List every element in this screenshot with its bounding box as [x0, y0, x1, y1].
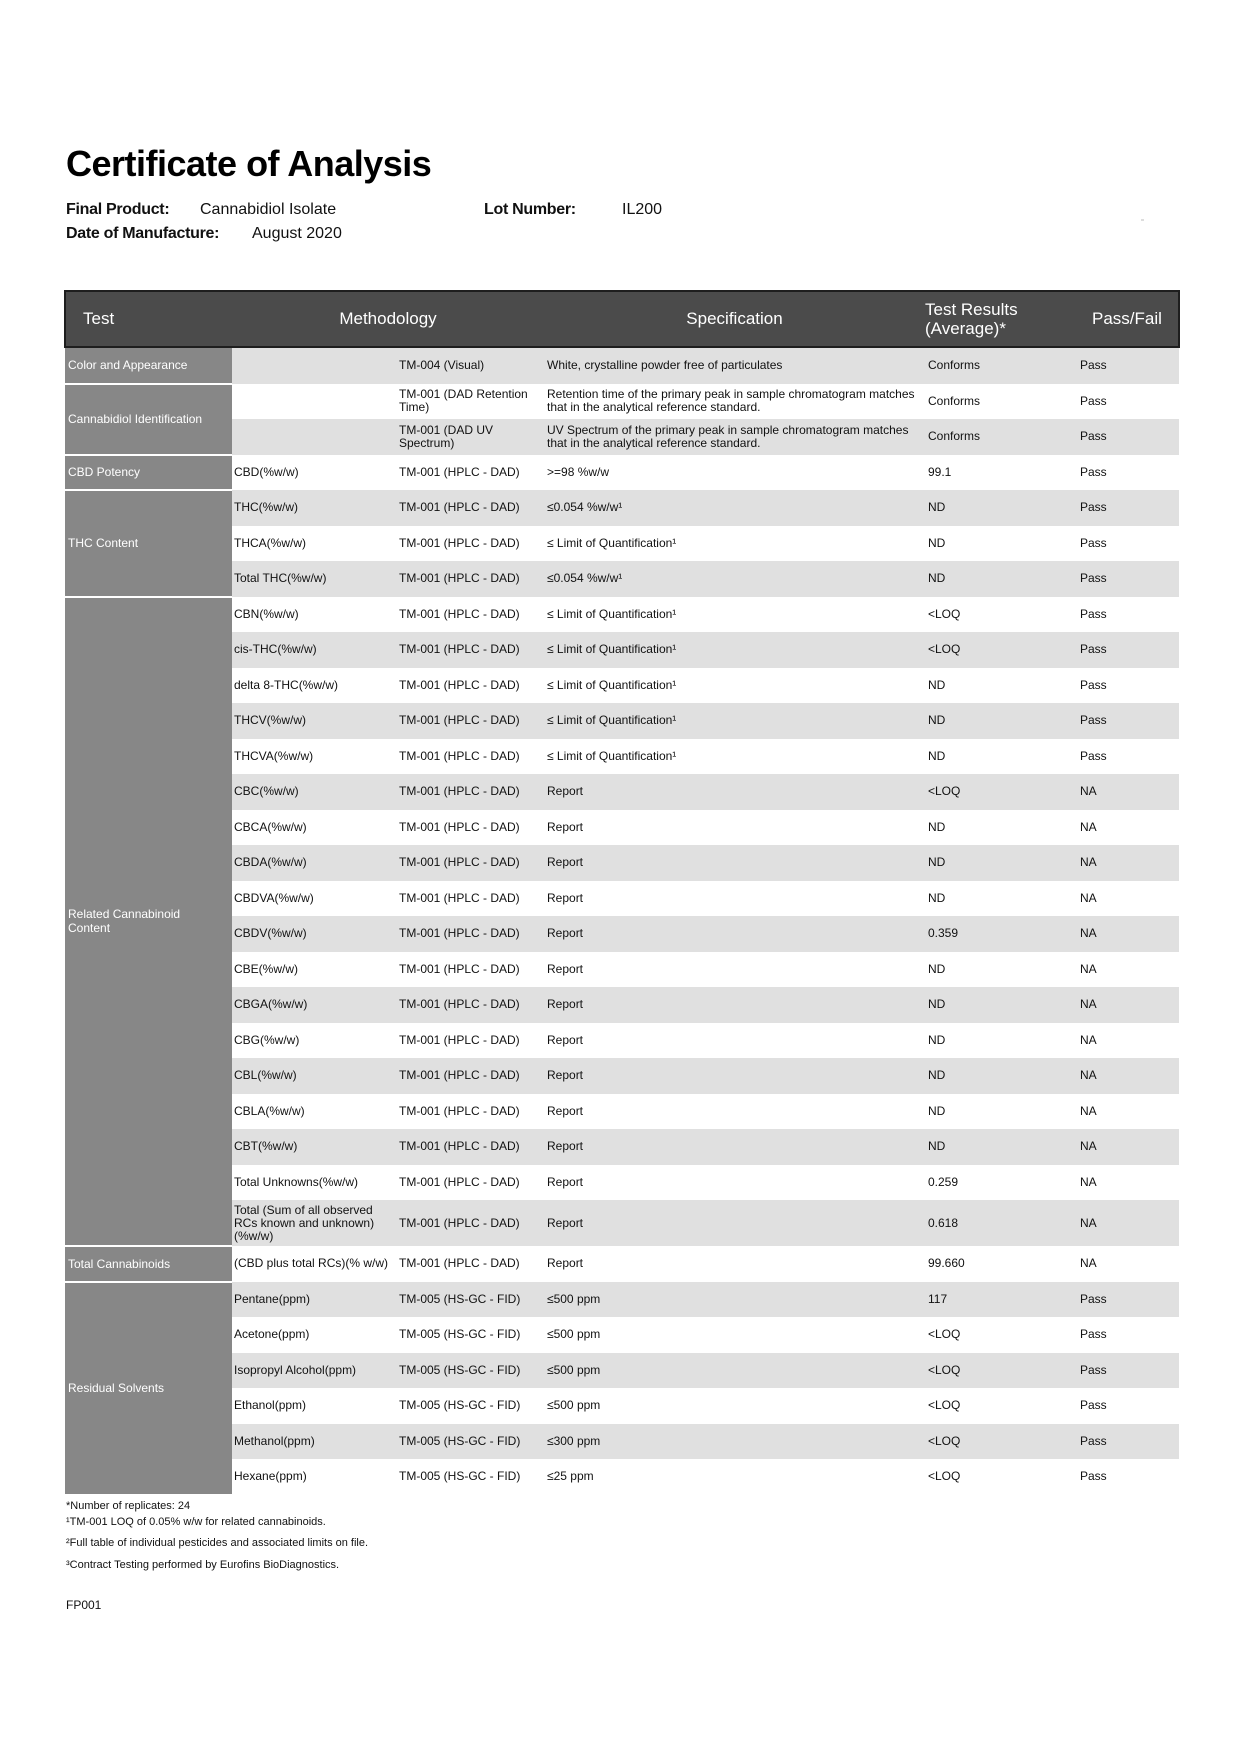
result-cell: ND	[925, 1023, 1078, 1059]
category-cbd-potency: CBD Potency	[65, 455, 232, 491]
spec-cell: Report	[544, 1165, 925, 1201]
spec-cell: ≤ Limit of Quantification¹	[544, 668, 925, 704]
test-cell: Total Unknowns(%w/w)	[232, 1165, 396, 1201]
result-cell: <LOQ	[925, 597, 1078, 633]
method-cell: TM-001 (HPLC - DAD)	[396, 490, 544, 526]
category-thc-content: THC Content	[65, 490, 232, 597]
pass-fail-cell: NA	[1078, 810, 1179, 846]
spec-cell: White, crystalline powder free of particulates	[544, 347, 925, 384]
test-cell: CBG(%w/w)	[232, 1023, 396, 1059]
spec-cell: Report	[544, 845, 925, 881]
table-row	[65, 739, 1179, 775]
final-product-value: Cannabidiol Isolate	[200, 201, 337, 218]
pass-fail-cell: Pass	[1078, 1353, 1179, 1389]
footnote-contract-testing: ³Contract Testing performed by Eurofins BioDiagnostics.	[66, 1559, 340, 1571]
result-cell: ND	[925, 845, 1078, 881]
spec-cell: ≤ Limit of Quantification¹	[544, 632, 925, 668]
table-row	[65, 419, 1179, 455]
header-row	[65, 291, 1179, 347]
table-row	[65, 1058, 1179, 1094]
method-cell: TM-001 (HPLC - DAD)	[396, 561, 544, 597]
spec-cell: ≤500 ppm	[544, 1317, 925, 1353]
footnote-loq: ¹TM-001 LOQ of 0.05% w/w for related cannabinoids.	[66, 1516, 326, 1528]
result-cell: 0.259	[925, 1165, 1078, 1201]
table-row	[65, 668, 1179, 704]
result-cell: Conforms	[925, 419, 1078, 455]
spec-cell: ≤ Limit of Quantification¹	[544, 597, 925, 633]
test-cell: CBN(%w/w)	[232, 597, 396, 633]
method-cell: TM-001 (HPLC - DAD)	[396, 668, 544, 704]
spec-cell: ≤ Limit of Quantification¹	[544, 526, 925, 562]
pass-fail-cell: NA	[1078, 1165, 1179, 1201]
pass-fail-cell: NA	[1078, 881, 1179, 917]
table-row	[65, 1200, 1179, 1246]
method-cell: TM-001 (HPLC - DAD)	[396, 881, 544, 917]
test-cell: Total THC(%w/w)	[232, 561, 396, 597]
table-row	[65, 987, 1179, 1023]
method-cell: TM-001 (HPLC - DAD)	[396, 739, 544, 775]
method-cell: TM-001 (HPLC - DAD)	[396, 845, 544, 881]
spec-cell: ≤300 ppm	[544, 1424, 925, 1460]
scan-speck	[1141, 219, 1144, 221]
result-cell: ND	[925, 1058, 1078, 1094]
pass-fail-cell: Pass	[1078, 668, 1179, 704]
pass-fail-cell: Pass	[1078, 384, 1179, 420]
header-methodology: Methodology	[232, 291, 544, 347]
test-cell: Hexane(ppm)	[232, 1459, 396, 1495]
pass-fail-cell: Pass	[1078, 1282, 1179, 1318]
date-of-manufacture-label: Date of Manufacture:	[66, 225, 220, 242]
spec-cell: Report	[544, 1023, 925, 1059]
test-cell: Isopropyl Alcohol(ppm)	[232, 1353, 396, 1389]
spec-cell: ≤0.054 %w/w¹	[544, 490, 925, 526]
method-cell: TM-001 (DAD UV Spectrum)	[396, 419, 544, 455]
method-cell: TM-001 (HPLC - DAD)	[396, 810, 544, 846]
pass-fail-cell: NA	[1078, 1200, 1179, 1246]
spec-cell: Report	[544, 916, 925, 952]
spec-cell: ≤500 ppm	[544, 1282, 925, 1318]
table-row	[65, 1317, 1179, 1353]
pass-fail-cell: Pass	[1078, 1388, 1179, 1424]
test-cell: Pentane(ppm)	[232, 1282, 396, 1318]
table-row	[65, 1023, 1179, 1059]
table-row	[65, 1353, 1179, 1389]
method-cell: TM-001 (HPLC - DAD)	[396, 952, 544, 988]
header-test: Test	[65, 291, 232, 347]
test-cell	[232, 347, 396, 384]
footnote-replicates: *Number of replicates: 24	[66, 1500, 191, 1512]
form-code: FP001	[66, 1598, 102, 1612]
test-cell: CBGA(%w/w)	[232, 987, 396, 1023]
method-cell: TM-005 (HS-GC - FID)	[396, 1388, 544, 1424]
result-cell: 0.618	[925, 1200, 1078, 1246]
date-of-manufacture-value: August 2020	[252, 225, 342, 242]
test-cell: Total (Sum of all observed RCs known and unknown) (%w/w)	[232, 1200, 396, 1246]
result-cell: Conforms	[925, 384, 1078, 420]
result-cell: <LOQ	[925, 774, 1078, 810]
result-cell: ND	[925, 668, 1078, 704]
table-row	[65, 1246, 1179, 1282]
footnote-pesticides: ²Full table of individual pesticides and associated limits on file.	[66, 1537, 369, 1549]
test-cell: THCV(%w/w)	[232, 703, 396, 739]
result-cell: <LOQ	[925, 1317, 1078, 1353]
pass-fail-cell: NA	[1078, 774, 1179, 810]
test-cell: Methanol(ppm)	[232, 1424, 396, 1460]
pass-fail-cell: Pass	[1078, 526, 1179, 562]
pass-fail-cell: Pass	[1078, 561, 1179, 597]
category-related-cannabinoid-content: Related Cannabinoid Content	[65, 597, 232, 1247]
method-cell: TM-001 (HPLC - DAD)	[396, 774, 544, 810]
result-cell: <LOQ	[925, 1353, 1078, 1389]
table-row	[65, 845, 1179, 881]
pass-fail-cell: Pass	[1078, 1424, 1179, 1460]
method-cell: TM-001 (HPLC - DAD)	[396, 703, 544, 739]
pass-fail-cell: NA	[1078, 952, 1179, 988]
table-row	[65, 810, 1179, 846]
spec-cell: ≤ Limit of Quantification¹	[544, 703, 925, 739]
result-cell: ND	[925, 881, 1078, 917]
pass-fail-cell: NA	[1078, 1129, 1179, 1165]
method-cell: TM-001 (HPLC - DAD)	[396, 526, 544, 562]
test-cell: Ethanol(ppm)	[232, 1388, 396, 1424]
table-row	[65, 774, 1179, 810]
header-specification: Specification	[544, 291, 925, 347]
method-cell: TM-001 (HPLC - DAD)	[396, 1246, 544, 1282]
table-row	[65, 1424, 1179, 1460]
result-cell: ND	[925, 952, 1078, 988]
pass-fail-cell: Pass	[1078, 632, 1179, 668]
method-cell: TM-001 (HPLC - DAD)	[396, 1023, 544, 1059]
table-row	[65, 952, 1179, 988]
spec-cell: Report	[544, 810, 925, 846]
pass-fail-cell: NA	[1078, 845, 1179, 881]
spec-cell: Report	[544, 1094, 925, 1130]
pass-fail-cell: Pass	[1078, 419, 1179, 455]
result-cell: ND	[925, 1129, 1078, 1165]
result-cell: ND	[925, 526, 1078, 562]
table-row	[65, 881, 1179, 917]
spec-cell: Report	[544, 1058, 925, 1094]
category-total-cannabinoids: Total Cannabinoids	[65, 1246, 232, 1282]
spec-cell: Report	[544, 987, 925, 1023]
test-cell	[232, 419, 396, 455]
method-cell: TM-004 (Visual)	[396, 347, 544, 384]
test-cell: CBE(%w/w)	[232, 952, 396, 988]
header-pass-fail: Pass/Fail	[1078, 291, 1179, 347]
document-title: Certificate of Analysis	[66, 143, 432, 184]
method-cell: TM-005 (HS-GC - FID)	[396, 1353, 544, 1389]
pass-fail-cell: Pass	[1078, 1317, 1179, 1353]
test-cell: CBD(%w/w)	[232, 455, 396, 491]
method-cell: TM-001 (HPLC - DAD)	[396, 1129, 544, 1165]
pass-fail-cell: NA	[1078, 1058, 1179, 1094]
spec-cell: Retention time of the primary peak in sample chromatogram matches that in the analytical reference standard.	[544, 384, 925, 420]
method-cell: TM-005 (HS-GC - FID)	[396, 1282, 544, 1318]
pass-fail-cell: Pass	[1078, 455, 1179, 491]
result-cell: 117	[925, 1282, 1078, 1318]
table-row	[65, 916, 1179, 952]
pass-fail-cell: NA	[1078, 916, 1179, 952]
result-cell: ND	[925, 739, 1078, 775]
method-cell: TM-005 (HS-GC - FID)	[396, 1459, 544, 1495]
pass-fail-cell: Pass	[1078, 597, 1179, 633]
result-cell: 99.660	[925, 1246, 1078, 1282]
table-row	[65, 526, 1179, 562]
test-cell: THCA(%w/w)	[232, 526, 396, 562]
result-cell: 99.1	[925, 455, 1078, 491]
table-row	[65, 455, 1179, 491]
test-cell: THC(%w/w)	[232, 490, 396, 526]
test-cell: CBT(%w/w)	[232, 1129, 396, 1165]
result-cell: 0.359	[925, 916, 1078, 952]
table-row	[65, 347, 1179, 384]
pass-fail-cell: Pass	[1078, 703, 1179, 739]
spec-cell: >=98 %w/w	[544, 455, 925, 491]
table-row	[65, 1094, 1179, 1130]
table-row	[65, 703, 1179, 739]
spec-cell: ≤500 ppm	[544, 1353, 925, 1389]
result-cell: ND	[925, 490, 1078, 526]
test-cell: cis-THC(%w/w)	[232, 632, 396, 668]
spec-cell: Report	[544, 1129, 925, 1165]
result-cell: <LOQ	[925, 1459, 1078, 1495]
pass-fail-cell: Pass	[1078, 1459, 1179, 1495]
table-row	[65, 1165, 1179, 1201]
table-row	[65, 1459, 1179, 1495]
lot-number-value: IL200	[622, 201, 663, 218]
test-cell: CBDVA(%w/w)	[232, 881, 396, 917]
spec-cell: Report	[544, 881, 925, 917]
spec-cell: Report	[544, 774, 925, 810]
result-cell: Conforms	[925, 347, 1078, 384]
result-cell: ND	[925, 987, 1078, 1023]
test-cell: Acetone(ppm)	[232, 1317, 396, 1353]
method-cell: TM-001 (HPLC - DAD)	[396, 597, 544, 633]
table-row	[65, 632, 1179, 668]
table-row	[65, 490, 1179, 526]
pass-fail-cell: NA	[1078, 1246, 1179, 1282]
table-row	[65, 1129, 1179, 1165]
table-row	[65, 561, 1179, 597]
result-cell: ND	[925, 1094, 1078, 1130]
spec-cell: ≤ Limit of Quantification¹	[544, 739, 925, 775]
category-residual-solvents: Residual Solvents	[65, 1282, 232, 1495]
spec-cell: ≤25 ppm	[544, 1459, 925, 1495]
test-cell: CBC(%w/w)	[232, 774, 396, 810]
method-cell: TM-001 (HPLC - DAD)	[396, 916, 544, 952]
result-cell: ND	[925, 703, 1078, 739]
method-cell: TM-001 (HPLC - DAD)	[396, 632, 544, 668]
test-cell: CBL(%w/w)	[232, 1058, 396, 1094]
test-cell: CBCA(%w/w)	[232, 810, 396, 846]
spec-cell: ≤0.054 %w/w¹	[544, 561, 925, 597]
result-cell: ND	[925, 810, 1078, 846]
test-cell: CBDA(%w/w)	[232, 845, 396, 881]
pass-fail-cell: Pass	[1078, 490, 1179, 526]
pass-fail-cell: NA	[1078, 1023, 1179, 1059]
method-cell: TM-005 (HS-GC - FID)	[396, 1424, 544, 1460]
test-cell: CBDV(%w/w)	[232, 916, 396, 952]
pass-fail-cell: Pass	[1078, 347, 1179, 384]
method-cell: TM-005 (HS-GC - FID)	[396, 1317, 544, 1353]
lot-number-label: Lot Number:	[484, 201, 576, 218]
method-cell: TM-001 (HPLC - DAD)	[396, 1165, 544, 1201]
final-product-label: Final Product:	[66, 201, 170, 218]
result-cell: ND	[925, 561, 1078, 597]
test-cell: delta 8-THC(%w/w)	[232, 668, 396, 704]
result-cell: <LOQ	[925, 632, 1078, 668]
method-cell: TM-001 (HPLC - DAD)	[396, 455, 544, 491]
result-cell: <LOQ	[925, 1388, 1078, 1424]
table-row	[65, 384, 1179, 420]
pass-fail-cell: NA	[1078, 1094, 1179, 1130]
spec-cell: Report	[544, 952, 925, 988]
test-cell: (CBD plus total RCs)(% w/w)	[232, 1246, 396, 1282]
method-cell: TM-001 (HPLC - DAD)	[396, 1200, 544, 1246]
result-cell: <LOQ	[925, 1424, 1078, 1460]
header-test-results: Test Results (Average)*	[925, 291, 1078, 347]
table-row	[65, 1282, 1179, 1318]
test-cell	[232, 384, 396, 420]
method-cell: TM-001 (DAD Retention Time)	[396, 384, 544, 420]
pass-fail-cell: Pass	[1078, 739, 1179, 775]
test-cell: THCVA(%w/w)	[232, 739, 396, 775]
test-cell: CBLA(%w/w)	[232, 1094, 396, 1130]
spec-cell: UV Spectrum of the primary peak in sample chromatogram matches that in the analytical reference standard.	[544, 419, 925, 455]
analysis-table	[64, 290, 1180, 1496]
spec-cell: ≤500 ppm	[544, 1388, 925, 1424]
spec-cell: Report	[544, 1246, 925, 1282]
category-cannabidiol-identification: Cannabidiol Identification	[65, 384, 232, 455]
table-row	[65, 1388, 1179, 1424]
method-cell: TM-001 (HPLC - DAD)	[396, 1094, 544, 1130]
method-cell: TM-001 (HPLC - DAD)	[396, 987, 544, 1023]
spec-cell: Report	[544, 1200, 925, 1246]
pass-fail-cell: NA	[1078, 987, 1179, 1023]
method-cell: TM-001 (HPLC - DAD)	[396, 1058, 544, 1094]
table-row	[65, 597, 1179, 633]
category-color-appearance: Color and Appearance	[65, 347, 232, 384]
